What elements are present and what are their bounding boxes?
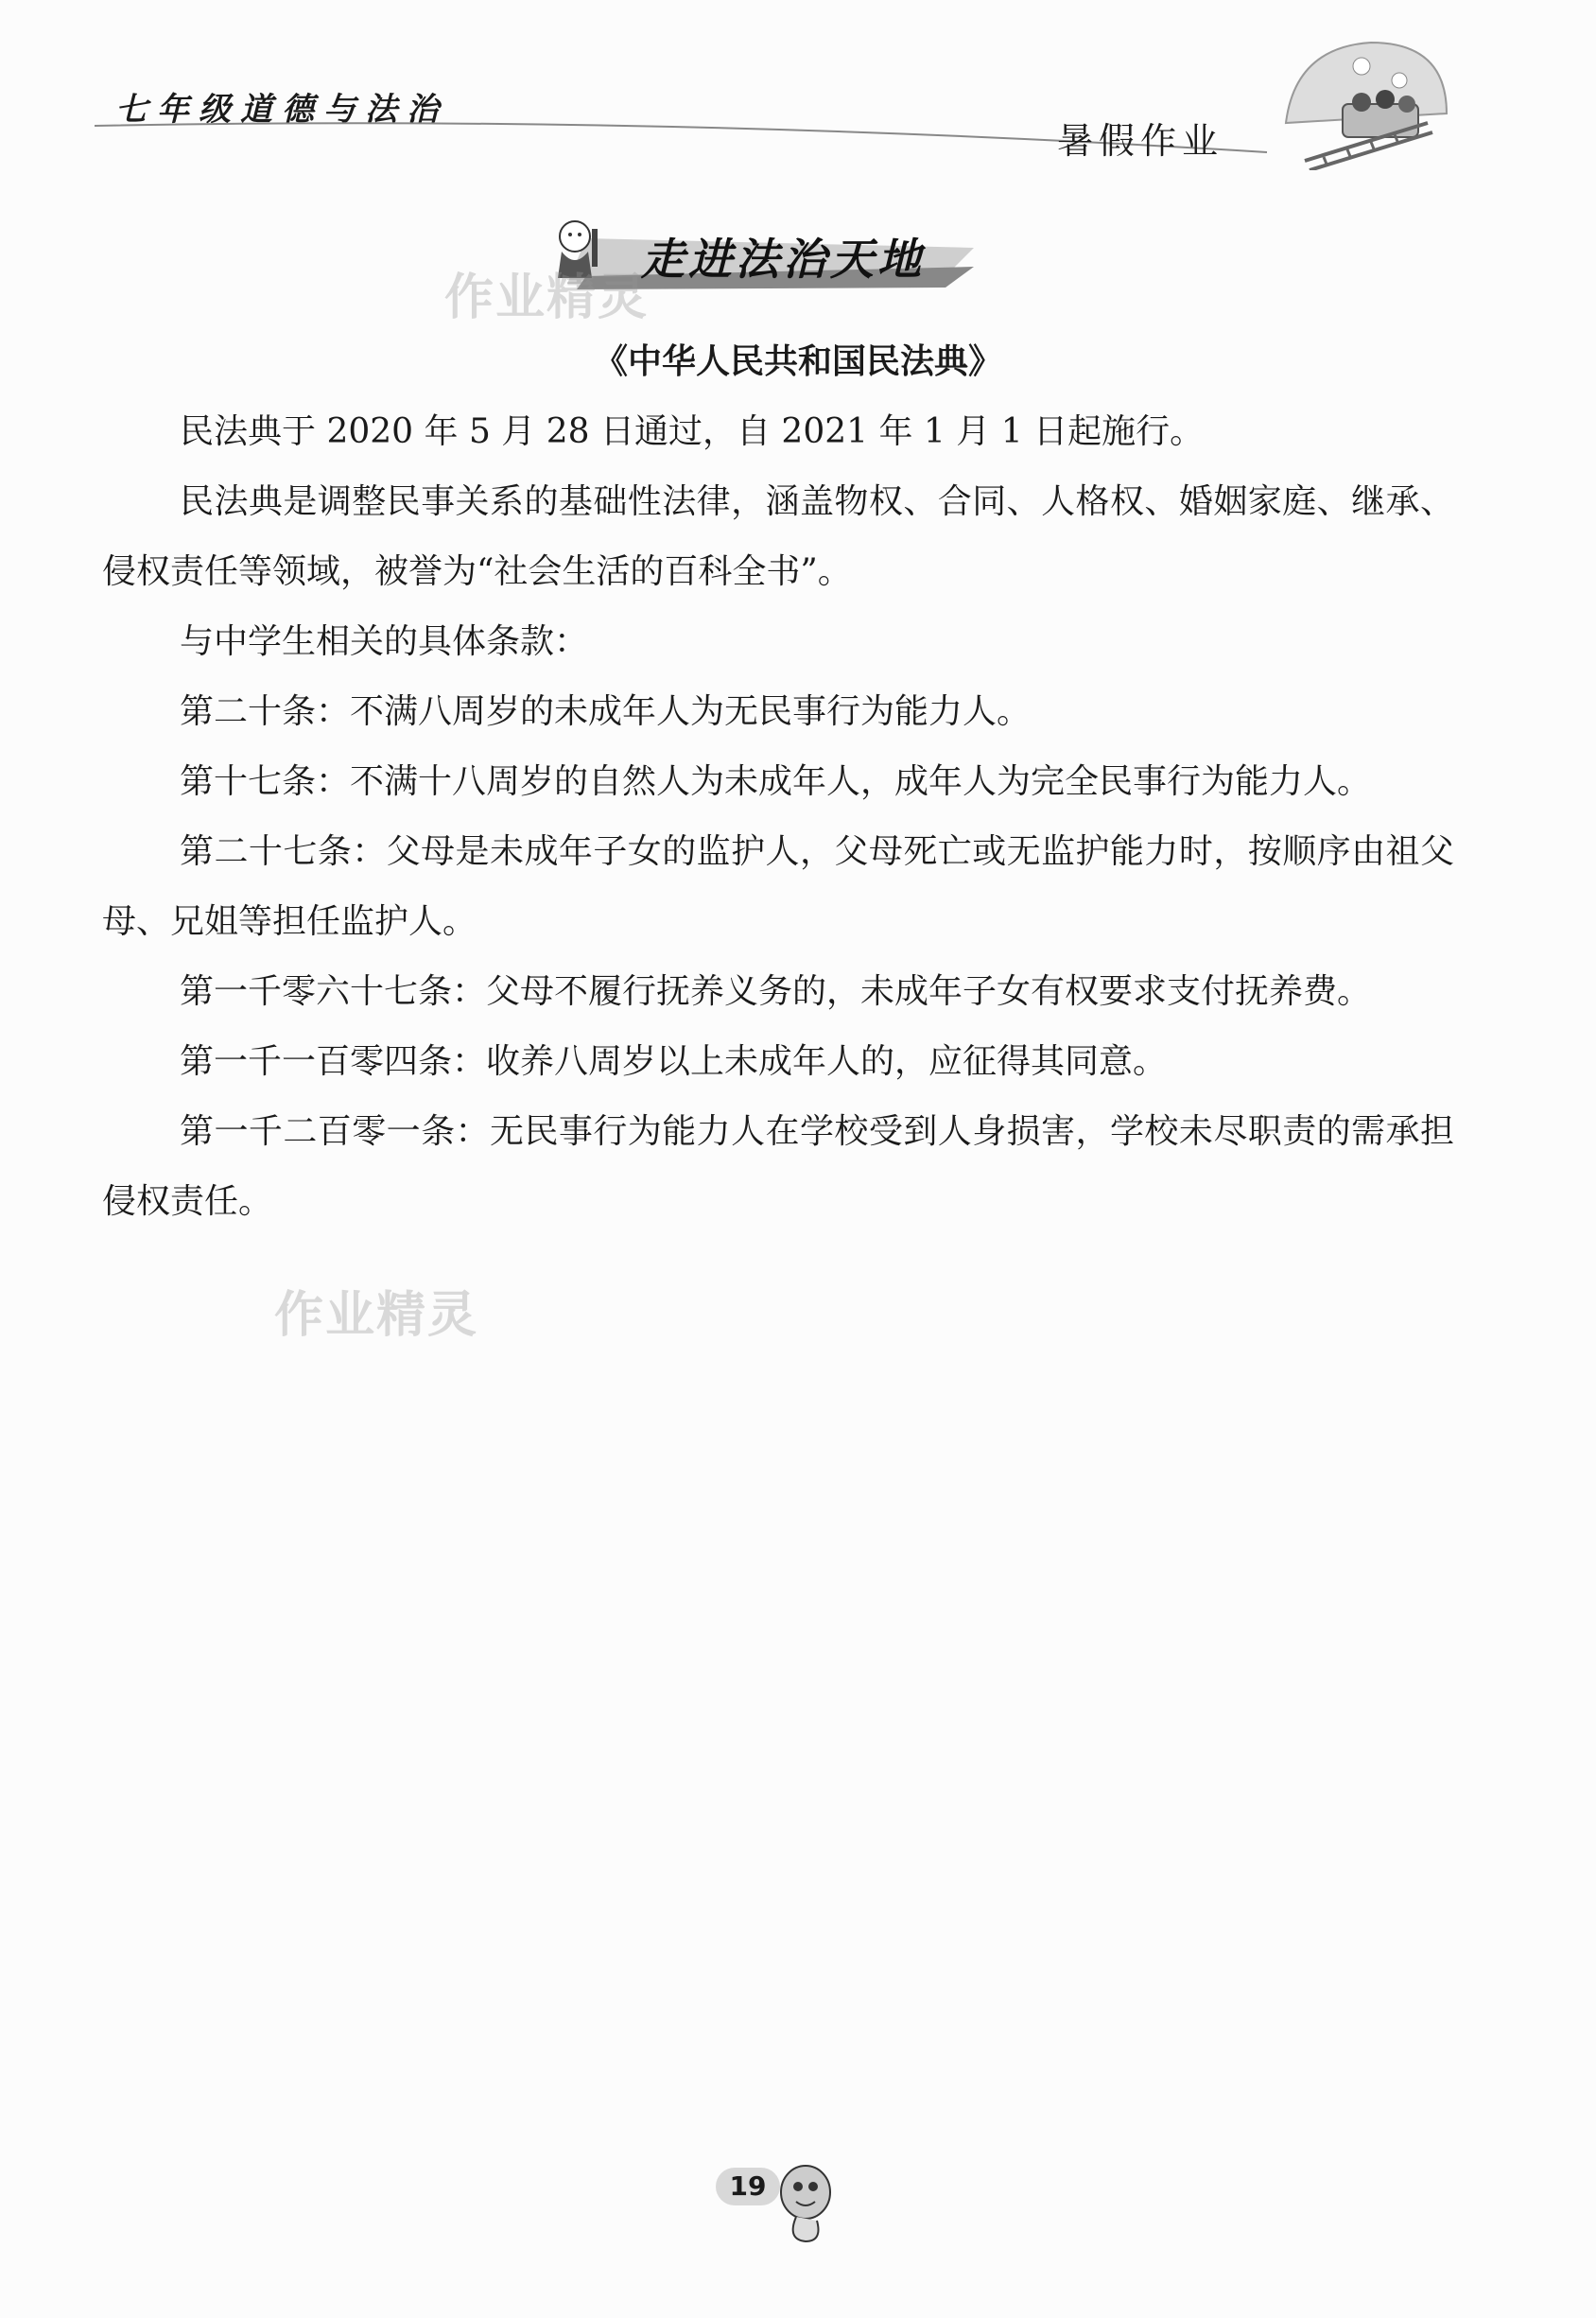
document-body <box>102 397 1454 1237</box>
paragraph: 民法典是调整民事关系的基础性法律，涵盖物权、合同、人格权、婚姻家庭、继承、侵权责任等领域，被誉为“社会生活的百科全书”。 <box>102 482 1454 591</box>
page-number: 19 <box>716 2168 780 2205</box>
document-title: 《中华人民共和国民法典》 <box>593 342 1002 381</box>
paragraph: 与中学生相关的具体条款： <box>180 622 589 661</box>
book-title: 七年级道德与法治 <box>115 91 448 129</box>
paragraph: 第二十七条：父母是未成年子女的监护人，父母死亡或无监护能力时，按顺序由祖父母、兄姐等担任监护人。 <box>102 832 1454 941</box>
paragraph: 第一千零六十七条：父母不履行抚养义务的，未成年子女有权要求支付抚养费。 <box>180 972 1372 1011</box>
paragraph: 第一千二百零一条：无民事行为能力人在学校受到人身损害，学校未尽职责的需承担侵权责任。 <box>102 1112 1454 1221</box>
paragraph: 第一千一百零四条：收养八周岁以上未成年人的，应征得其同意。 <box>180 1042 1168 1081</box>
paragraph: 第二十条：不满八周岁的未成年人为无民事行为能力人。 <box>180 692 1032 731</box>
watermark: 作业精灵 <box>444 270 650 326</box>
section-title: 走进法治天地 <box>641 234 925 285</box>
series-label: 暑假作业 <box>1057 120 1224 162</box>
paragraph: 第十七条：不满十八周岁的自然人为未成年人，成年人为完全民事行为能力人。 <box>180 762 1372 801</box>
watermark: 作业精灵 <box>274 1287 479 1344</box>
train-illustration-icon <box>1267 28 1456 170</box>
paragraph: 民法典于 2020 年 5 月 28 日通过，自 2021 年 1 月 1 日起施行。 <box>180 412 1205 451</box>
